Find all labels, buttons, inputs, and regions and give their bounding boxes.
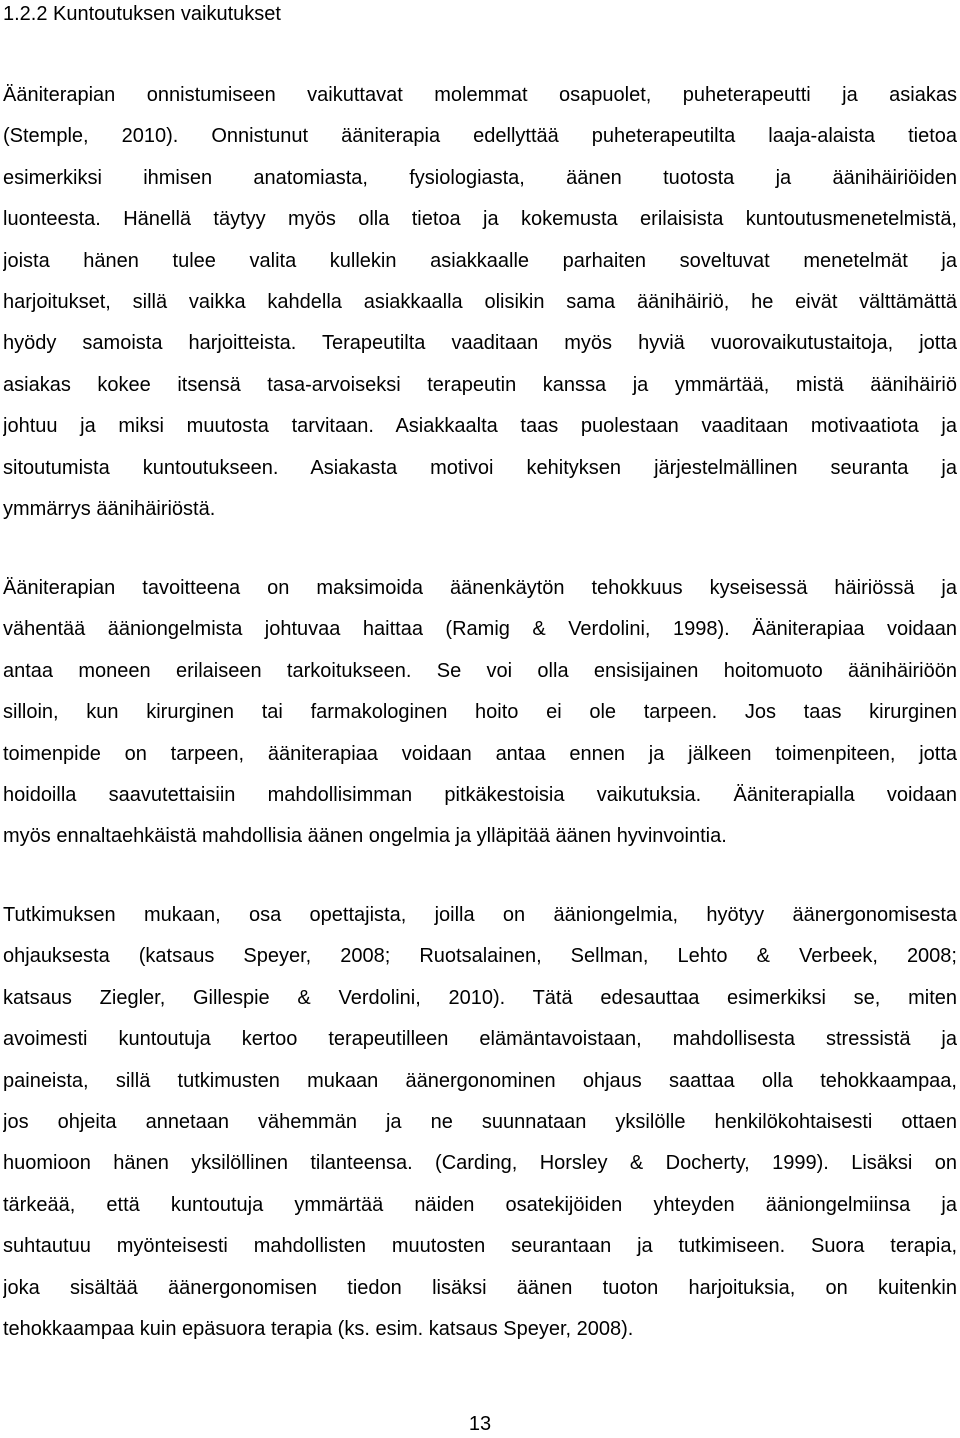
section-heading: 1.2.2 Kuntoutuksen vaikutukset	[3, 3, 281, 25]
text-line: tärkeää, että kuntoutuja ymmärtää näiden osatekijöiden yhteyden ääniongelmiinsa ja	[3, 1193, 957, 1216]
text-line: Tutkimuksen mukaan, osa opettajista, joilla on ääniongelmia, hyötyy äänergonomisesta	[3, 904, 957, 926]
text-line: jos ohjeita annetaan vähemmän ja ne suunnataan yksilölle henkilökohtaisesti ottaen	[3, 1110, 957, 1133]
text-line: ymmärrys äänihäiriöstä.	[3, 497, 216, 520]
text-line: joka sisältää äänergonomisen tiedon lisäksi äänen tuoton harjoituksia, on kuitenkin	[3, 1276, 957, 1299]
text-line: katsaus Ziegler, Gillespie & Verdolini, 2010). Tätä edesauttaa esimerkiksi se, miten	[3, 986, 957, 1009]
text-line: paineista, sillä tutkimusten mukaan äänergonominen ohjaus saattaa olla tehokkaampaa,	[3, 1069, 957, 1092]
text-line: ohjauksesta (katsaus Speyer, 2008; Ruotsalainen, Sellman, Lehto & Verbeek, 2008;	[3, 945, 957, 968]
page-number: 13	[468, 1413, 492, 1435]
text-line: suhtautuu myönteisesti mahdollisten muutosten seurantaan ja tutkimiseen. Suora terapia,	[3, 1235, 957, 1258]
text-line: asiakas kokee itsensä tasa-arvoiseksi terapeutin kanssa ja ymmärtää, mistä äänihäiriö	[3, 373, 957, 396]
text-line: toimenpide on tarpeen, ääniterapiaa voidaan antaa ennen ja jälkeen toimenpiteen, jotta	[3, 742, 957, 765]
text-line: Ääniterapian onnistumiseen vaikuttavat molemmat osapuolet, puheterapeutti ja asiakas	[3, 84, 957, 106]
text-line: hyödy samoista harjoitteista. Terapeutilta vaaditaan myös hyviä vuorovaikutustaitoja, jotta	[3, 332, 957, 355]
text-line: antaa moneen erilaiseen tarkoitukseen. Se voi olla ensisijainen hoitomuoto äänihäiriöön	[3, 659, 957, 682]
text-line: vähentää ääniongelmista johtuvaa haittaa (Ramig & Verdolini, 1998). Ääniterapiaa voidaan	[3, 618, 957, 641]
text-line: hoidoilla saavutettaisiin mahdollisimman pitkäkestoisia vaikutuksia. Ääniterapialla voidaan	[3, 783, 957, 806]
text-line: avoimesti kuntoutuja kertoo terapeutilleen elämäntavoistaan, mahdollisesta stressistä ja	[3, 1028, 957, 1051]
text-line: joista hänen tulee valita kullekin asiakkaalle parhaiten soveltuvat menetelmät ja	[3, 249, 957, 272]
text-line: tehokkaampaa kuin epäsuora terapia (ks. esim. katsaus Speyer, 2008).	[3, 1317, 634, 1340]
text-line: (Stemple, 2010). Onnistunut ääniterapia edellyttää puheterapeutilta laaja-alaista tietoa	[3, 125, 957, 148]
text-line: luonteesta. Hänellä täytyy myös olla tietoa ja kokemusta erilaisista kuntoutusmenetelmistä,	[3, 208, 957, 231]
text-line: myös ennaltaehkäistä mahdollisia äänen ongelmia ja ylläpitää äänen hyvinvointia.	[3, 825, 727, 848]
paragraph-1	[3, 75, 957, 530]
text-line: sitoutumista kuntoutukseen. Asiakasta motivoi kehityksen järjestelmällinen seuranta ja	[3, 456, 957, 479]
paragraph-2	[3, 568, 957, 858]
text-line: johtuu ja miksi muutosta tarvitaan. Asiakkaalta taas puolestaan vaaditaan motivaatiota ja	[3, 415, 957, 438]
text-line: huomioon hänen yksilöllinen tilanteensa. (Carding, Horsley & Docherty, 1999). Lisäksi on	[3, 1152, 957, 1175]
paragraph-3	[3, 895, 957, 1350]
text-line: harjoitukset, sillä vaikka kahdella asiakkaalla olisikin sama äänihäiriö, he eivät välttämättä	[3, 290, 957, 313]
text-line: silloin, kun kirurginen tai farmakologinen hoito ei ole tarpeen. Jos taas kirurginen	[3, 701, 957, 724]
text-line: esimerkiksi ihmisen anatomiasta, fysiologiasta, äänen tuotosta ja äänihäiriöiden	[3, 166, 957, 189]
text-line: Ääniterapian tavoitteena on maksimoida äänenkäytön tehokkuus kyseisessä häiriössä ja	[3, 577, 957, 599]
